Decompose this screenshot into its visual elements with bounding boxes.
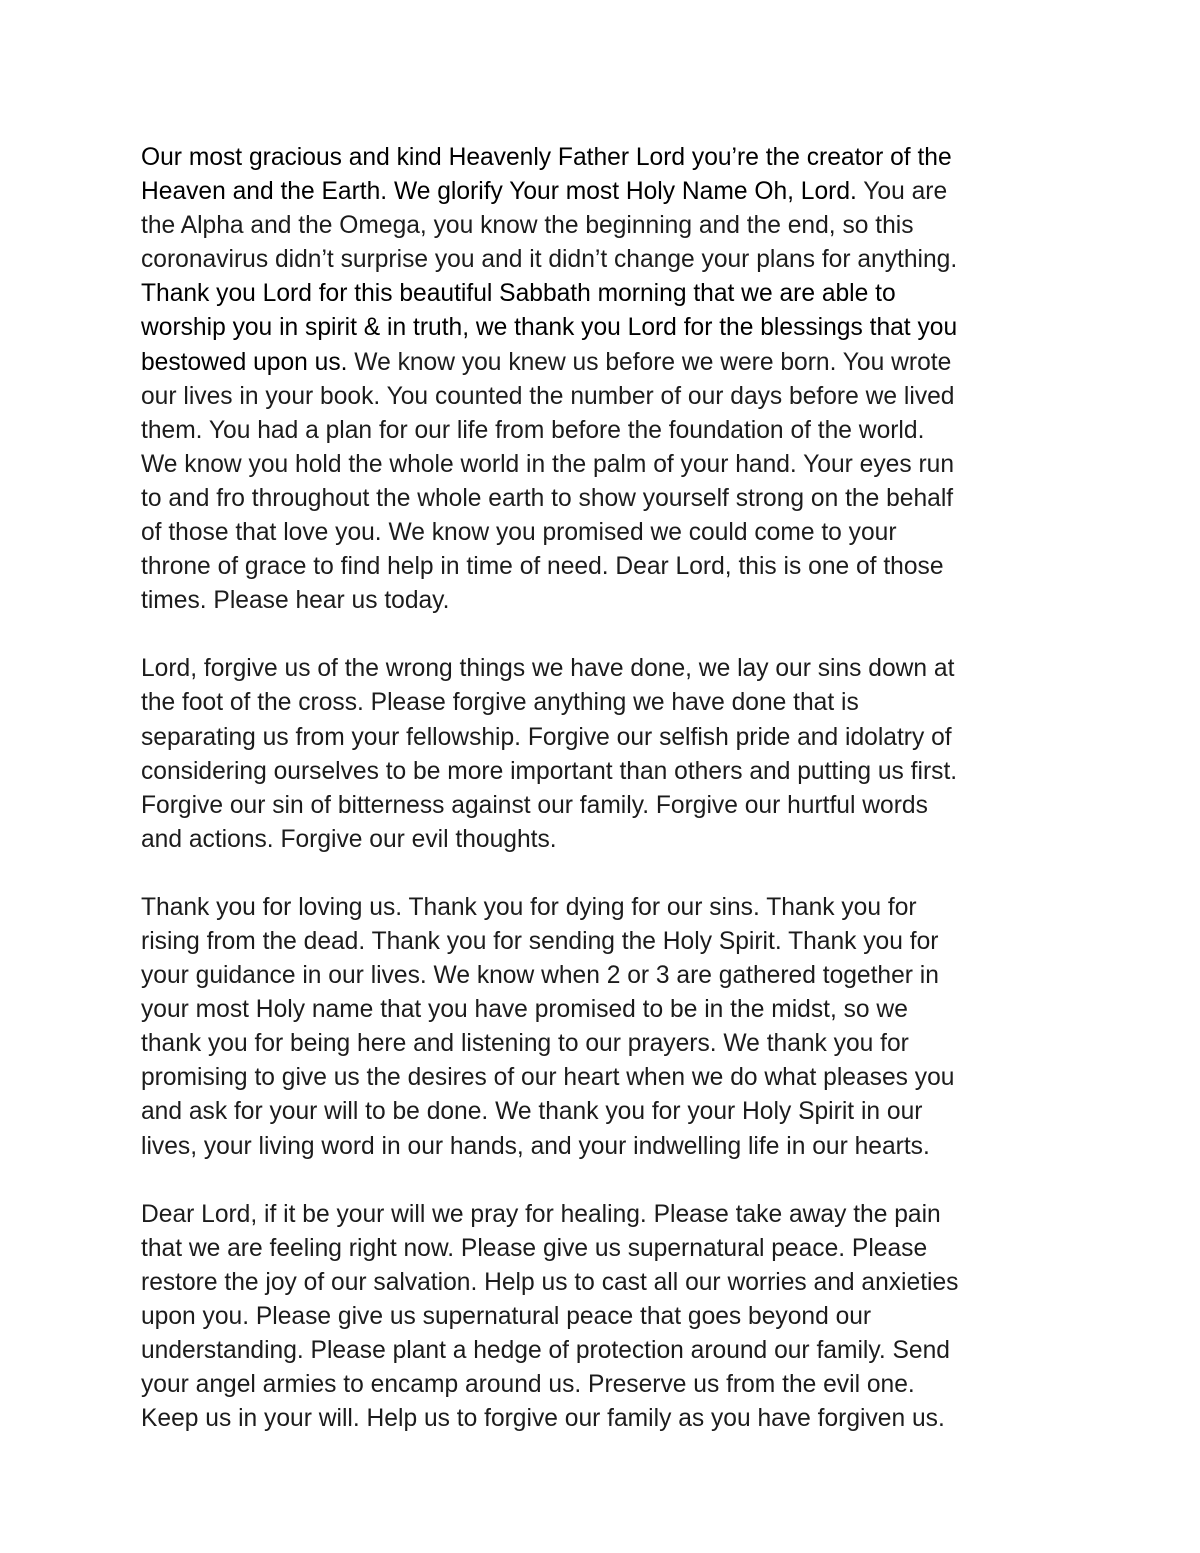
text-line — [141, 993, 1061, 1027]
text-line — [141, 482, 1061, 516]
text-run: thank you for being here and listening to our prayers. We thank you for — [141, 1030, 909, 1058]
text-run: and ask for your will to be done. We thank you for your Holy Spirit in our — [141, 1098, 923, 1126]
text-run: and actions. Forgive our evil thoughts. — [141, 825, 557, 853]
text-run: the foot of the cross. Please forgive anything we have done that is — [141, 689, 859, 717]
text-line — [141, 380, 1061, 414]
text-run: Keep us in your will. Help us to forgive our family as you have forgiven us. — [141, 1405, 945, 1433]
text-line — [141, 891, 1061, 925]
paragraph-opening-praise — [141, 141, 1061, 618]
text-line — [141, 1130, 1061, 1164]
text-line — [141, 1232, 1061, 1266]
text-run: Dear Lord, if it be your will we pray for healing. Please take away the pain — [141, 1200, 941, 1228]
text-line — [141, 550, 1061, 584]
text-run: coronavirus didn’t surprise you and it didn’t change your plans for anything. — [141, 246, 958, 274]
text-run: promising to give us the desires of our heart when we do what pleases you — [141, 1064, 955, 1092]
text-run: Heaven and the Earth. We glorify Your most Holy Name Oh, Lord. — [141, 178, 857, 206]
text-run: times. Please hear us today. — [141, 587, 450, 615]
text-line — [141, 755, 1061, 789]
text-line — [141, 1300, 1061, 1334]
text-run: understanding. Please plant a hedge of protection around our family. Send — [141, 1337, 950, 1364]
text-run: the Alpha and the Omega, you know the beginning and the end, so this — [141, 212, 914, 240]
text-run: Our most gracious and kind Heavenly Father Lord you’re the creator of the — [141, 144, 952, 171]
text-run: worship you in spirit & in truth, we thank you Lord for the blessings that you — [141, 314, 958, 342]
text-run: We know you knew us before we were born. You wrote — [347, 348, 952, 376]
text-run: lives, your living word in our hands, and your indwelling life in our hearts. — [141, 1132, 930, 1160]
text-line — [141, 516, 1061, 550]
text-line — [141, 686, 1061, 720]
text-line — [141, 209, 1061, 243]
text-line — [141, 1198, 1061, 1232]
paragraph-healing — [141, 1198, 1061, 1437]
text-run: separating us from your fellowship. Forgive our selfish pride and idolatry of — [141, 723, 952, 751]
text-line — [141, 141, 1061, 175]
text-run: bestowed upon us. — [141, 348, 348, 376]
paragraph-thanksgiving — [141, 891, 1061, 1164]
text-line — [141, 584, 1061, 618]
text-line — [141, 1027, 1061, 1061]
text-run: Forgive our sin of bitterness against our family. Forgive our hurtful words — [141, 791, 928, 819]
text-line — [141, 652, 1061, 686]
text-line — [141, 243, 1061, 277]
text-line — [141, 414, 1061, 448]
text-run: Thank you for loving us. Thank you for dying for our sins. Thank you for — [141, 893, 917, 921]
text-line — [141, 959, 1061, 993]
text-run: that we are feeling right now. Please give us supernatural peace. Please — [141, 1234, 928, 1262]
text-run: You are — [856, 178, 948, 206]
text-line — [141, 1334, 1061, 1368]
text-line — [141, 925, 1061, 959]
text-run: our lives in your book. You counted the number of our days before we lived — [141, 382, 955, 410]
text-run: Lord, forgive us of the wrong things we have done, we lay our sins down at — [141, 655, 955, 683]
text-run: your guidance in our lives. We know when 2 or 3 are gathered together in — [141, 962, 939, 990]
text-line — [141, 721, 1061, 755]
text-line — [141, 448, 1061, 482]
text-line — [141, 1061, 1061, 1095]
text-run: to and fro throughout the whole earth to show yourself strong on the behalf — [141, 484, 954, 512]
text-run: We know you hold the whole world in the palm of your hand. Your eyes run — [141, 450, 954, 478]
text-run: them. You had a plan for our life from before the foundation of the world. — [141, 416, 925, 444]
text-run: restore the joy of our salvation. Help us to cast all our worries and anxieties — [141, 1268, 959, 1296]
text-run: upon you. Please give us supernatural peace that goes beyond our — [141, 1302, 872, 1330]
text-run: of those that love you. We know you promised we could come to your — [141, 519, 897, 547]
text-line — [141, 277, 1061, 311]
text-line — [141, 1402, 1061, 1436]
paragraph-forgiveness — [141, 652, 1061, 857]
text-line — [141, 175, 1061, 209]
text-line — [141, 789, 1061, 823]
text-run: Thank you Lord for this beautiful Sabbath morning that we are able to — [141, 280, 896, 308]
text-line — [141, 823, 1061, 857]
text-line — [141, 1266, 1061, 1300]
text-run: throne of grace to find help in time of need. Dear Lord, this is one of those — [141, 553, 944, 581]
text-run: your most Holy name that you have promised to be in the midst, so we — [141, 996, 908, 1024]
text-line — [141, 1095, 1061, 1129]
text-run: considering ourselves to be more important than others and putting us first. — [141, 757, 958, 785]
prayer-text-body — [141, 141, 1061, 1470]
text-run: rising from the dead. Thank you for sending the Holy Spirit. Thank you for — [141, 927, 939, 955]
text-line — [141, 311, 1061, 345]
text-line — [141, 346, 1061, 380]
text-line — [141, 1368, 1061, 1402]
text-run: your angel armies to encamp around us. Preserve us from the evil one. — [141, 1371, 915, 1399]
